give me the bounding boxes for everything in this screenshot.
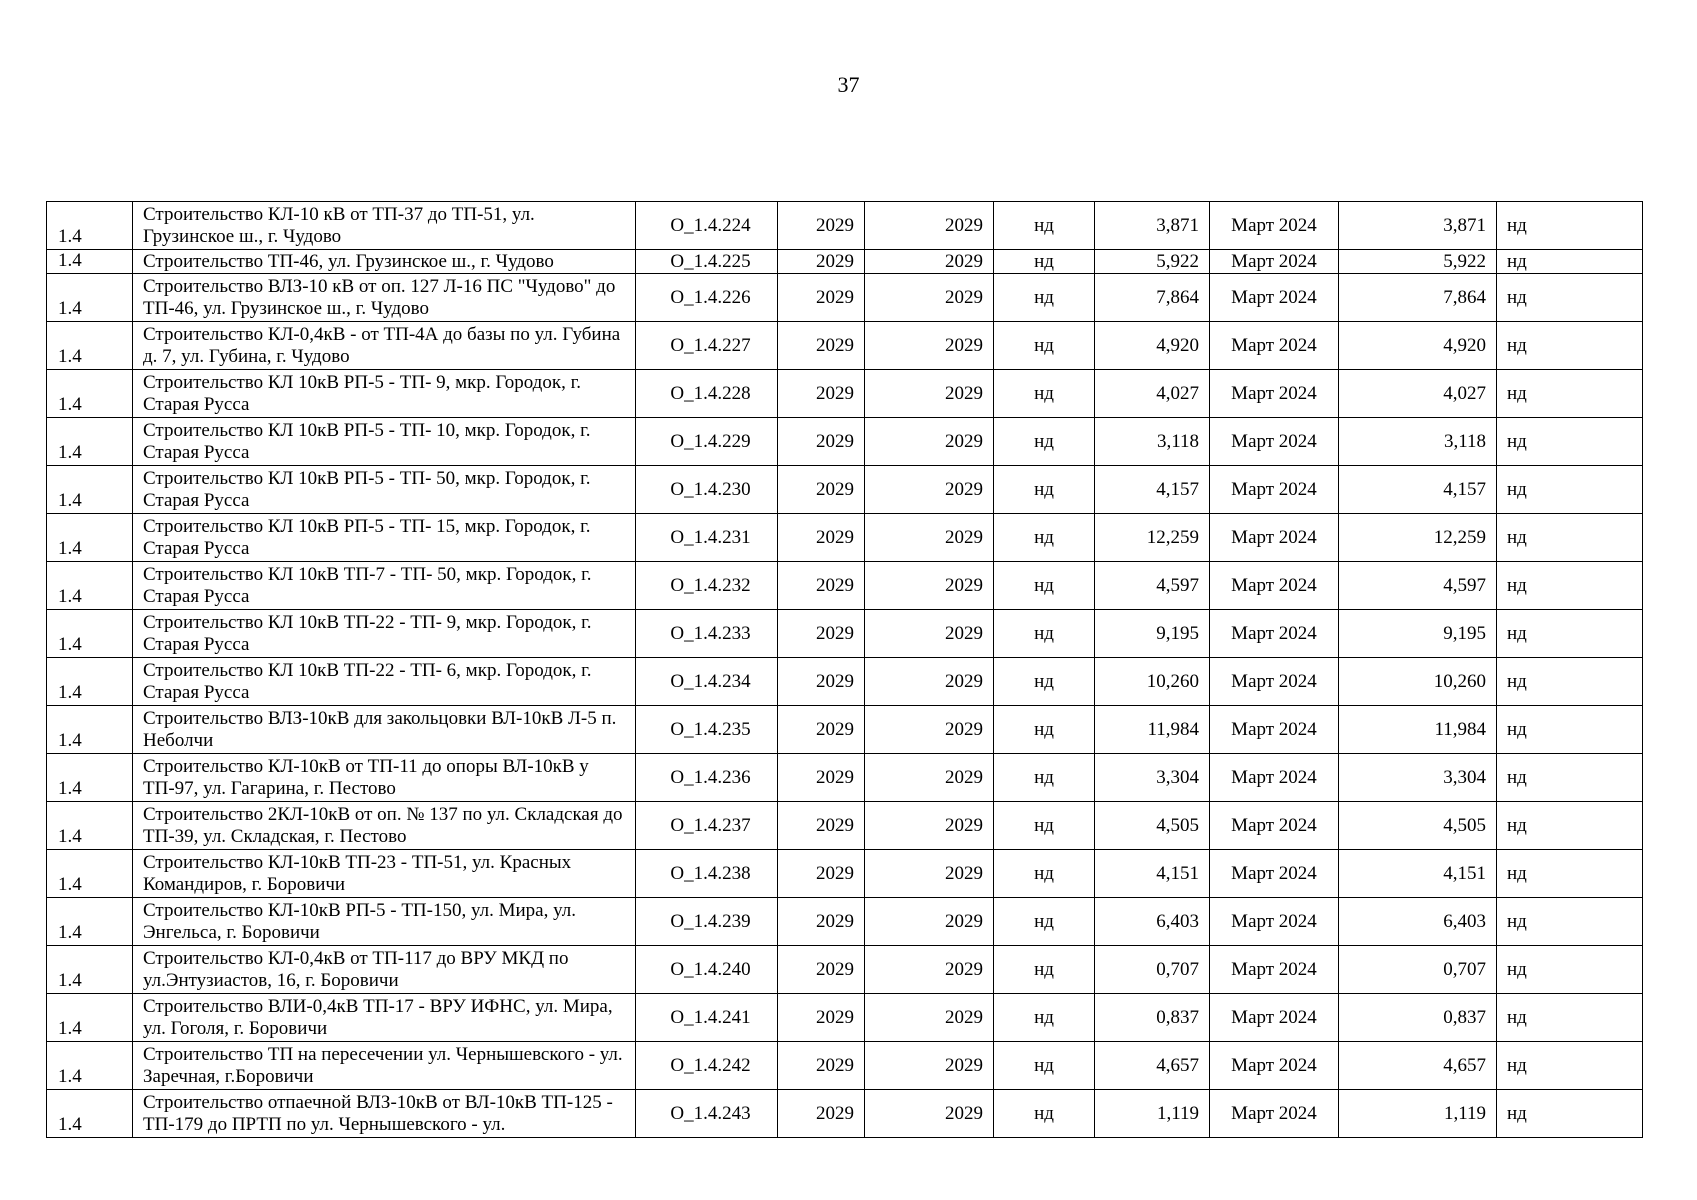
project-name: Строительство КЛ 10кВ ТП-22 - ТП- 9, мкр. Городок, г. Старая Русса xyxy=(133,610,636,658)
cost-value: 4,027 xyxy=(1095,370,1210,418)
cost-value-current: 4,027 xyxy=(1339,370,1497,418)
project-name: Строительство ТП-46, ул. Грузинское ш., г. Чудово xyxy=(133,250,636,274)
project-name: Строительство КЛ 10кВ РП-5 - ТП- 9, мкр. Городок, г. Старая Русса xyxy=(133,370,636,418)
price-date: Март 2024 xyxy=(1210,898,1339,946)
year-end: 2029 xyxy=(865,658,994,706)
nd-cell: нд xyxy=(994,322,1095,370)
year-end: 2029 xyxy=(865,898,994,946)
year-end: 2029 xyxy=(865,946,994,994)
row-code: 1.4 xyxy=(47,946,133,994)
row-code: 1.4 xyxy=(47,466,133,514)
year-end: 2029 xyxy=(865,466,994,514)
year-end: 2029 xyxy=(865,1090,994,1138)
project-name: Строительство КЛ 10кВ ТП-7 - ТП- 50, мкр. Городок, г. Старая Русса xyxy=(133,562,636,610)
row-code: 1.4 xyxy=(47,850,133,898)
table-row xyxy=(47,994,1643,1042)
price-date: Март 2024 xyxy=(1210,658,1339,706)
row-code: 1.4 xyxy=(47,1090,133,1138)
table-row xyxy=(47,202,1643,250)
project-id: О_1.4.236 xyxy=(636,754,778,802)
nd-cell-last: нд xyxy=(1497,250,1643,274)
year-start: 2029 xyxy=(778,802,865,850)
project-name: Строительство КЛ-10кВ ТП-23 - ТП-51, ул. Красных Командиров, г. Боровичи xyxy=(133,850,636,898)
cost-value-current: 4,597 xyxy=(1339,562,1497,610)
year-start: 2029 xyxy=(778,850,865,898)
project-name: Строительство КЛ-10кВ РП-5 - ТП-150, ул. Мира, ул. Энгельса, г. Боровичи xyxy=(133,898,636,946)
nd-cell: нд xyxy=(994,610,1095,658)
price-date: Март 2024 xyxy=(1210,250,1339,274)
row-code: 1.4 xyxy=(47,202,133,250)
project-name: Строительство ТП на пересечении ул. Чернышевского - ул. Заречная, г.Боровичи xyxy=(133,1042,636,1090)
year-start: 2029 xyxy=(778,466,865,514)
cost-value: 11,984 xyxy=(1095,706,1210,754)
nd-cell-last: нд xyxy=(1497,1090,1643,1138)
cost-value: 10,260 xyxy=(1095,658,1210,706)
nd-cell-last: нд xyxy=(1497,202,1643,250)
nd-cell: нд xyxy=(994,562,1095,610)
price-date: Март 2024 xyxy=(1210,418,1339,466)
row-code: 1.4 xyxy=(47,802,133,850)
nd-cell-last: нд xyxy=(1497,658,1643,706)
price-date: Март 2024 xyxy=(1210,202,1339,250)
project-id: О_1.4.242 xyxy=(636,1042,778,1090)
project-name: Строительство КЛ-10кВ от ТП-11 до опоры ВЛ-10кВ у ТП-97, ул. Гагарина, г. Пестово xyxy=(133,754,636,802)
cost-value: 1,119 xyxy=(1095,1090,1210,1138)
project-id: О_1.4.230 xyxy=(636,466,778,514)
year-end: 2029 xyxy=(865,514,994,562)
investment-projects-table xyxy=(46,201,1643,1138)
row-code: 1.4 xyxy=(47,706,133,754)
nd-cell-last: нд xyxy=(1497,994,1643,1042)
nd-cell-last: нд xyxy=(1497,370,1643,418)
project-id: О_1.4.233 xyxy=(636,610,778,658)
cost-value-current: 7,864 xyxy=(1339,274,1497,322)
price-date: Март 2024 xyxy=(1210,562,1339,610)
row-code: 1.4 xyxy=(47,562,133,610)
table-row xyxy=(47,1090,1643,1138)
year-end: 2029 xyxy=(865,322,994,370)
table-row xyxy=(47,514,1643,562)
table-row xyxy=(47,1042,1643,1090)
cost-value-current: 0,707 xyxy=(1339,946,1497,994)
nd-cell: нд xyxy=(994,466,1095,514)
year-start: 2029 xyxy=(778,898,865,946)
nd-cell: нд xyxy=(994,994,1095,1042)
cost-value: 4,505 xyxy=(1095,802,1210,850)
table-row xyxy=(47,562,1643,610)
nd-cell: нд xyxy=(994,418,1095,466)
nd-cell: нд xyxy=(994,250,1095,274)
cost-value: 0,837 xyxy=(1095,994,1210,1042)
year-start: 2029 xyxy=(778,322,865,370)
nd-cell: нд xyxy=(994,898,1095,946)
project-id: О_1.4.243 xyxy=(636,1090,778,1138)
table-row xyxy=(47,898,1643,946)
year-start: 2029 xyxy=(778,994,865,1042)
nd-cell: нд xyxy=(994,850,1095,898)
nd-cell-last: нд xyxy=(1497,274,1643,322)
project-name: Строительство 2КЛ-10кВ от оп. № 137 по ул. Складская до ТП-39, ул. Складская, г. Пестово xyxy=(133,802,636,850)
row-code: 1.4 xyxy=(47,658,133,706)
year-end: 2029 xyxy=(865,274,994,322)
project-id: О_1.4.239 xyxy=(636,898,778,946)
row-code: 1.4 xyxy=(47,1042,133,1090)
cost-value-current: 0,837 xyxy=(1339,994,1497,1042)
price-date: Март 2024 xyxy=(1210,1042,1339,1090)
project-name: Строительство КЛ 10кВ РП-5 - ТП- 15, мкр. Городок, г. Старая Русса xyxy=(133,514,636,562)
price-date: Март 2024 xyxy=(1210,850,1339,898)
project-name: Строительство ВЛЗ-10 кВ от оп. 127 Л-16 ПС "Чудово" до ТП-46, ул. Грузинское ш., г. Чудово xyxy=(133,274,636,322)
price-date: Март 2024 xyxy=(1210,802,1339,850)
nd-cell-last: нд xyxy=(1497,754,1643,802)
project-id: О_1.4.234 xyxy=(636,658,778,706)
price-date: Март 2024 xyxy=(1210,1090,1339,1138)
table-row xyxy=(47,802,1643,850)
row-code: 1.4 xyxy=(47,370,133,418)
cost-value: 4,597 xyxy=(1095,562,1210,610)
project-id: О_1.4.241 xyxy=(636,994,778,1042)
table-row xyxy=(47,322,1643,370)
nd-cell-last: нд xyxy=(1497,706,1643,754)
nd-cell-last: нд xyxy=(1497,946,1643,994)
table-body xyxy=(47,202,1643,1138)
price-date: Март 2024 xyxy=(1210,706,1339,754)
year-end: 2029 xyxy=(865,754,994,802)
row-code: 1.4 xyxy=(47,514,133,562)
cost-value: 3,118 xyxy=(1095,418,1210,466)
nd-cell-last: нд xyxy=(1497,850,1643,898)
price-date: Март 2024 xyxy=(1210,754,1339,802)
project-name: Строительство отпаечной ВЛЗ-10кВ от ВЛ-10кВ ТП-125 - ТП-179 до ПРТП по ул. Чернышевского - ул. xyxy=(133,1090,636,1138)
cost-value-current: 9,195 xyxy=(1339,610,1497,658)
table-row xyxy=(47,850,1643,898)
project-id: О_1.4.226 xyxy=(636,274,778,322)
year-start: 2029 xyxy=(778,610,865,658)
project-name: Строительство КЛ-0,4кВ - от ТП-4А до базы по ул. Губина д. 7, ул. Губина, г. Чудово xyxy=(133,322,636,370)
nd-cell-last: нд xyxy=(1497,322,1643,370)
project-id: О_1.4.228 xyxy=(636,370,778,418)
nd-cell-last: нд xyxy=(1497,562,1643,610)
project-name: Строительство КЛ 10кВ РП-5 - ТП- 50, мкр. Городок, г. Старая Русса xyxy=(133,466,636,514)
year-start: 2029 xyxy=(778,418,865,466)
year-start: 2029 xyxy=(778,514,865,562)
year-end: 2029 xyxy=(865,802,994,850)
nd-cell: нд xyxy=(994,706,1095,754)
year-start: 2029 xyxy=(778,706,865,754)
cost-value: 0,707 xyxy=(1095,946,1210,994)
nd-cell-last: нд xyxy=(1497,514,1643,562)
year-end: 2029 xyxy=(865,250,994,274)
project-id: О_1.4.227 xyxy=(636,322,778,370)
price-date: Март 2024 xyxy=(1210,514,1339,562)
row-code: 1.4 xyxy=(47,250,133,274)
cost-value-current: 4,920 xyxy=(1339,322,1497,370)
cost-value-current: 4,505 xyxy=(1339,802,1497,850)
project-id: О_1.4.231 xyxy=(636,514,778,562)
nd-cell-last: нд xyxy=(1497,1042,1643,1090)
cost-value-current: 3,118 xyxy=(1339,418,1497,466)
nd-cell-last: нд xyxy=(1497,802,1643,850)
price-date: Март 2024 xyxy=(1210,994,1339,1042)
table-row xyxy=(47,754,1643,802)
cost-value-current: 4,157 xyxy=(1339,466,1497,514)
year-end: 2029 xyxy=(865,370,994,418)
year-end: 2029 xyxy=(865,202,994,250)
table-row xyxy=(47,250,1643,274)
project-id: О_1.4.232 xyxy=(636,562,778,610)
year-end: 2029 xyxy=(865,562,994,610)
page-number: 37 xyxy=(837,72,860,97)
project-name: Строительство ВЛЗ-10кВ для закольцовки ВЛ-10кВ Л-5 п. Неболчи xyxy=(133,706,636,754)
cost-value: 5,922 xyxy=(1095,250,1210,274)
year-end: 2029 xyxy=(865,850,994,898)
year-start: 2029 xyxy=(778,946,865,994)
table-row xyxy=(47,706,1643,754)
nd-cell: нд xyxy=(994,1090,1095,1138)
project-name: Строительство КЛ 10кВ РП-5 - ТП- 10, мкр. Городок, г. Старая Русса xyxy=(133,418,636,466)
cost-value-current: 4,657 xyxy=(1339,1042,1497,1090)
cost-value: 6,403 xyxy=(1095,898,1210,946)
nd-cell: нд xyxy=(994,370,1095,418)
project-id: О_1.4.224 xyxy=(636,202,778,250)
year-start: 2029 xyxy=(778,1090,865,1138)
nd-cell-last: нд xyxy=(1497,466,1643,514)
project-id: О_1.4.240 xyxy=(636,946,778,994)
project-id: О_1.4.225 xyxy=(636,250,778,274)
table-row xyxy=(47,466,1643,514)
project-id: О_1.4.238 xyxy=(636,850,778,898)
year-end: 2029 xyxy=(865,418,994,466)
cost-value: 4,920 xyxy=(1095,322,1210,370)
year-start: 2029 xyxy=(778,658,865,706)
table-row xyxy=(47,370,1643,418)
project-id: О_1.4.229 xyxy=(636,418,778,466)
nd-cell-last: нд xyxy=(1497,418,1643,466)
year-start: 2029 xyxy=(778,202,865,250)
table-row xyxy=(47,418,1643,466)
year-end: 2029 xyxy=(865,610,994,658)
row-code: 1.4 xyxy=(47,322,133,370)
cost-value-current: 3,871 xyxy=(1339,202,1497,250)
cost-value-current: 11,984 xyxy=(1339,706,1497,754)
year-start: 2029 xyxy=(778,250,865,274)
table-row xyxy=(47,274,1643,322)
cost-value-current: 1,119 xyxy=(1339,1090,1497,1138)
cost-value: 12,259 xyxy=(1095,514,1210,562)
row-code: 1.4 xyxy=(47,418,133,466)
cost-value: 4,157 xyxy=(1095,466,1210,514)
nd-cell: нд xyxy=(994,802,1095,850)
price-date: Март 2024 xyxy=(1210,370,1339,418)
project-name: Строительство КЛ-10 кВ от ТП-37 до ТП-51, ул. Грузинское ш., г. Чудово xyxy=(133,202,636,250)
row-code: 1.4 xyxy=(47,754,133,802)
cost-value: 4,151 xyxy=(1095,850,1210,898)
row-code: 1.4 xyxy=(47,898,133,946)
year-start: 2029 xyxy=(778,1042,865,1090)
cost-value-current: 4,151 xyxy=(1339,850,1497,898)
nd-cell: нд xyxy=(994,1042,1095,1090)
nd-cell: нд xyxy=(994,202,1095,250)
price-date: Март 2024 xyxy=(1210,946,1339,994)
nd-cell: нд xyxy=(994,514,1095,562)
nd-cell: нд xyxy=(994,274,1095,322)
cost-value-current: 12,259 xyxy=(1339,514,1497,562)
year-end: 2029 xyxy=(865,994,994,1042)
project-id: О_1.4.235 xyxy=(636,706,778,754)
row-code: 1.4 xyxy=(47,610,133,658)
row-code: 1.4 xyxy=(47,274,133,322)
cost-value: 3,871 xyxy=(1095,202,1210,250)
cost-value-current: 3,304 xyxy=(1339,754,1497,802)
price-date: Март 2024 xyxy=(1210,610,1339,658)
cost-value-current: 5,922 xyxy=(1339,250,1497,274)
price-date: Март 2024 xyxy=(1210,322,1339,370)
cost-value: 4,657 xyxy=(1095,1042,1210,1090)
row-code: 1.4 xyxy=(47,994,133,1042)
year-start: 2029 xyxy=(778,562,865,610)
cost-value: 3,304 xyxy=(1095,754,1210,802)
cost-value-current: 10,260 xyxy=(1339,658,1497,706)
nd-cell-last: нд xyxy=(1497,898,1643,946)
nd-cell: нд xyxy=(994,658,1095,706)
price-date: Март 2024 xyxy=(1210,274,1339,322)
project-name: Строительство КЛ-0,4кВ от ТП-117 до ВРУ МКД по ул.Энтузиастов, 16, г. Боровичи xyxy=(133,946,636,994)
year-start: 2029 xyxy=(778,274,865,322)
cost-value: 7,864 xyxy=(1095,274,1210,322)
project-id: О_1.4.237 xyxy=(636,802,778,850)
nd-cell: нд xyxy=(994,946,1095,994)
table-row xyxy=(47,658,1643,706)
nd-cell: нд xyxy=(994,754,1095,802)
table-row xyxy=(47,610,1643,658)
year-end: 2029 xyxy=(865,1042,994,1090)
project-name: Строительство КЛ 10кВ ТП-22 - ТП- 6, мкр. Городок, г. Старая Русса xyxy=(133,658,636,706)
year-start: 2029 xyxy=(778,754,865,802)
year-start: 2029 xyxy=(778,370,865,418)
cost-value-current: 6,403 xyxy=(1339,898,1497,946)
price-date: Март 2024 xyxy=(1210,466,1339,514)
year-end: 2029 xyxy=(865,706,994,754)
cost-value: 9,195 xyxy=(1095,610,1210,658)
table-row xyxy=(47,946,1643,994)
project-name: Строительство ВЛИ-0,4кВ ТП-17 - ВРУ ИФНС, ул. Мира, ул. Гоголя, г. Боровичи xyxy=(133,994,636,1042)
nd-cell-last: нд xyxy=(1497,610,1643,658)
